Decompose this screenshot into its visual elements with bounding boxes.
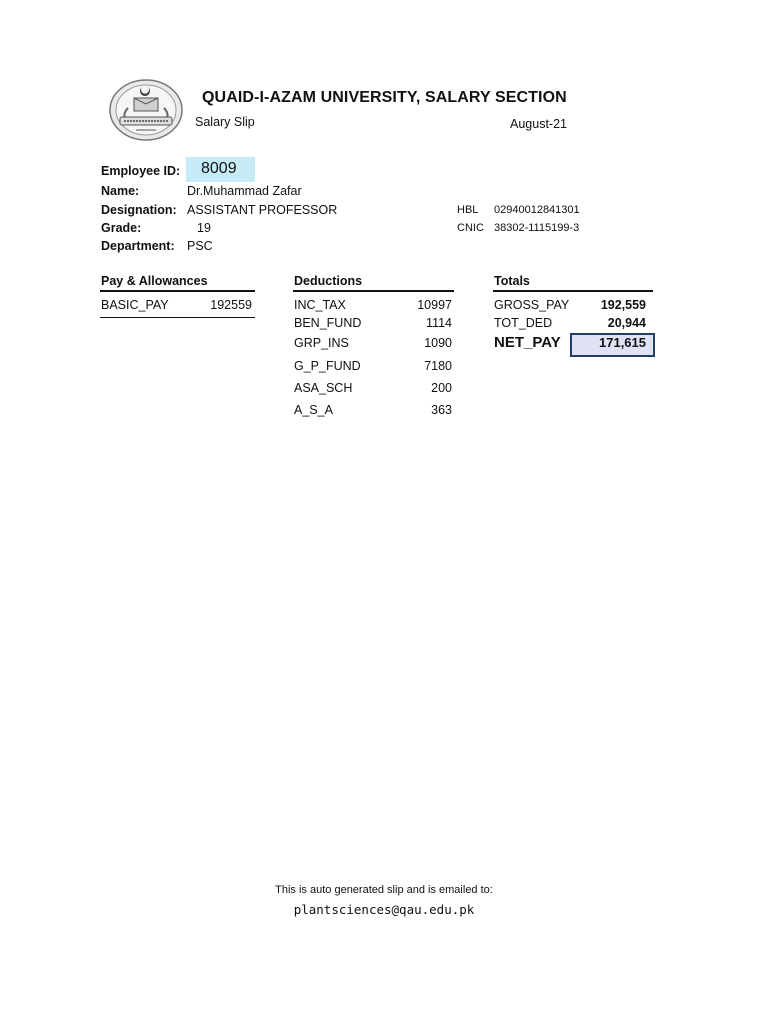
deduction-item-name: INC_TAX — [294, 298, 346, 312]
grade-label: Grade: — [101, 221, 142, 235]
cnic-label: CNIC — [457, 222, 484, 234]
employee-id-value: 8009 — [201, 160, 237, 177]
pay-allowances-heading: Pay & Allowances — [101, 274, 208, 288]
gross-pay-label: GROSS_PAY — [494, 298, 570, 312]
grade-value: 19 — [197, 221, 211, 235]
cnic-value: 38302-1115199-3 — [494, 222, 580, 234]
deduction-item-amount: 200 — [431, 381, 452, 395]
deduction-item-name: G_P_FUND — [294, 359, 361, 373]
document-subtitle: Salary Slip — [195, 115, 255, 129]
hbl-label: HBL — [457, 204, 479, 216]
deductions-heading: Deductions — [294, 274, 363, 288]
total-deductions-label: TOT_DED — [494, 316, 553, 330]
name-label: Name: — [101, 184, 140, 198]
deduction-item-amount: 363 — [431, 403, 452, 417]
deduction-item-amount: 1114 — [426, 316, 452, 330]
pay-item-rule — [100, 317, 255, 318]
slip-month: August-21 — [510, 117, 567, 131]
totals-heading: Totals — [494, 274, 530, 288]
deduction-item-name: GRP_INS — [294, 336, 349, 350]
gross-pay-value: 192,559 — [600, 298, 646, 312]
pay-heading-rule — [100, 290, 255, 292]
deduction-item-name: BEN_FUND — [294, 316, 362, 330]
university-seal-logo — [108, 78, 184, 142]
university-title: QUAID-I-AZAM UNIVERSITY, SALARY SECTION — [202, 89, 567, 106]
pay-item-name: BASIC_PAY — [101, 298, 169, 312]
deduction-item-amount: 1090 — [424, 336, 452, 350]
designation-value: ASSISTANT PROFESSOR — [187, 203, 338, 217]
net-pay-value: 171,615 — [599, 335, 646, 350]
net-pay-label: NET_PAY — [494, 334, 561, 351]
employee-id-label: Employee ID: — [101, 164, 181, 178]
deduction-item-amount: 7180 — [424, 359, 452, 373]
deduction-item-name: ASA_SCH — [294, 381, 353, 395]
deduction-item-name: A_S_A — [294, 403, 333, 417]
total-deductions-value: 20,944 — [607, 316, 646, 330]
recipient-email: plantsciences@qau.edu.pk — [293, 902, 475, 917]
hbl-account-value: 02940012841301 — [494, 204, 580, 216]
totals-heading-rule — [493, 290, 653, 292]
department-value: PSC — [187, 239, 213, 253]
pay-item-amount: 192559 — [210, 298, 252, 312]
deduction-item-amount: 10997 — [417, 298, 452, 312]
deductions-heading-rule — [293, 290, 454, 292]
designation-label: Designation: — [101, 203, 177, 217]
department-label: Department: — [101, 239, 175, 253]
auto-generated-note: This is auto generated slip and is emailed to: — [275, 884, 493, 896]
name-value: Dr.Muhammad Zafar — [187, 184, 302, 198]
